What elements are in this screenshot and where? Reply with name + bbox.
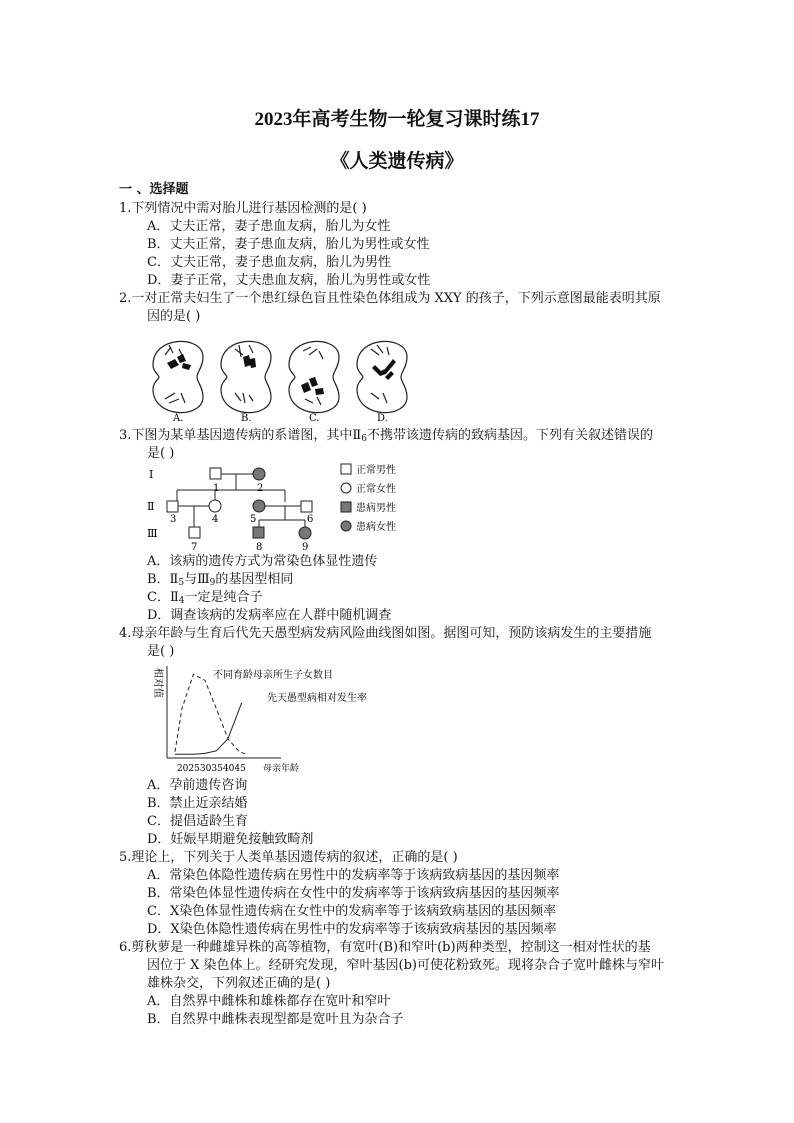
x-tick-label-35: 35 <box>211 764 223 774</box>
gen-label-ii: Ⅱ <box>147 500 155 513</box>
series-line-incidence <box>175 703 242 755</box>
question-6-stem-line3: 雄株杂交，下列叙述正确的是( ) <box>147 976 331 991</box>
legend-normal-male-icon <box>341 464 351 474</box>
gen-label-i: Ⅰ <box>149 468 154 481</box>
pedigree-iii9-affected-female <box>299 527 311 539</box>
cell-division-figure <box>145 327 415 427</box>
q3-optb-text1: B．Ⅱ <box>147 572 179 587</box>
question-2-stem-line1: 2.一对正常夫妇生了一个患红绿色盲且性染色体组成为 XXY 的孩子，下列示意图最能表明其原 <box>119 291 661 306</box>
figure-label-d: D. <box>377 413 388 424</box>
question-5-option-b: B．常染色体显性遗传病在女性中的发病率等于该病致病基因的基因频率 <box>147 886 560 901</box>
pedigree-ii4-normal-female <box>209 500 221 512</box>
q3-optb-text2: 与Ⅲ <box>184 572 210 587</box>
x-tick-label-30: 30 <box>199 764 212 774</box>
question-1-option-c: C．丈夫正常，妻子患血友病，胎儿为男性 <box>147 255 391 270</box>
pedigree-num-9: 9 <box>302 542 309 553</box>
question-4-option-b: B．禁止近亲结婚 <box>147 796 248 811</box>
question-4-option-c: C．提倡适龄生育 <box>147 814 248 829</box>
x-tick-label-25: 25 <box>188 764 200 774</box>
figure-label-c: C. <box>309 413 320 424</box>
q3-optb-sub2: 9 <box>209 578 216 588</box>
series-label-births: 不同育龄母亲所生子女数目 <box>213 670 333 681</box>
series-line-births <box>175 674 246 754</box>
legend-normal-female: 正常女性 <box>356 484 396 495</box>
pedigree-num-3: 3 <box>170 514 177 525</box>
series-label-incidence: 先天愚型病相对发生率 <box>267 693 367 704</box>
question-4-stem-line1: 4.母亲年龄与生育后代先天愚型病发病风险曲线图如图。据图可知，预防该病发生的主要措施 <box>119 626 652 641</box>
cell-diagram-b <box>221 341 271 424</box>
pedigree-ii5-affected-female <box>253 500 265 512</box>
question-3-option-d: D．调查该病的发病率应在人群中随机调查 <box>147 608 392 623</box>
x-tick-label-40: 40 <box>222 764 235 774</box>
pedigree-num-8: 8 <box>256 542 263 553</box>
question-1-option-a: A．丈夫正常，妻子患血友病，胎儿为女性 <box>147 219 391 234</box>
pedigree-ii3-normal-male <box>167 501 178 512</box>
question-3-stem-part1: 3.下图为某单基因遗传病的系谱图，其中Ⅱ <box>119 428 362 443</box>
pedigree-i1-normal-male <box>210 468 221 479</box>
question-5-option-c: C．X染色体显性遗传病在女性中的发病率等于该病致病基因的基因频率 <box>147 904 557 919</box>
gen-label-iii: Ⅲ <box>147 527 158 540</box>
question-5-stem: 5.理论上，下列关于人类单基因遗传病的叙述，正确的是( ) <box>119 850 458 865</box>
question-3-option-a: A．该病的遗传方式为常染色体显性遗传 <box>147 554 378 569</box>
question-6-stem-line2: 因位于 X 染色体上。经研究发现，窄叶基因(b)可使花粉致死。现将杂合子宽叶雌株与窄叶 <box>147 958 664 973</box>
question-4-option-a: A．孕前遗传咨询 <box>147 778 248 793</box>
pedigree-num-4: 4 <box>212 514 219 525</box>
x-tick-label-45: 45 <box>234 764 246 774</box>
pedigree-iii8-affected-male <box>253 527 264 538</box>
question-3-stem-sub: 6 <box>361 434 367 444</box>
chart-x-label: 母亲年龄 <box>263 764 300 774</box>
question-3-stem-line1 <box>119 427 653 448</box>
pedigree-ii6-normal-male <box>301 501 312 512</box>
cell-diagram-a <box>153 341 203 424</box>
pedigree-chart <box>145 462 415 554</box>
question-1-option-b: B．丈夫正常，妻子患血友病，胎儿为男性或女性 <box>147 237 430 252</box>
question-3-stem-line2: 是( ) <box>147 446 175 461</box>
cell-diagram-c <box>289 341 339 424</box>
pedigree-num-7: 7 <box>191 542 198 553</box>
legend-affected-male-icon <box>341 502 351 512</box>
cell-diagram-d <box>357 341 407 424</box>
question-6-option-b: B．自然界中雌株表现型都是宽叶且为杂合子 <box>147 1012 404 1027</box>
page-title: 2023年高考生物一轮复习课时练17 <box>254 109 540 130</box>
legend-normal-female-icon <box>341 483 351 493</box>
pedigree-num-2: 2 <box>257 483 264 494</box>
question-6-option-a: A．自然界中雌株和雄株都存在宽叶和窄叶 <box>147 994 391 1009</box>
legend-affected-male: 患病男性 <box>356 503 396 514</box>
q3-optb-text3: 的基因型相同 <box>215 572 294 587</box>
question-1-option-d: D．妻子正常，丈夫患血友病，胎儿为男性或女性 <box>147 273 431 288</box>
q3-optc-text2: 一定是纯合子 <box>184 590 263 605</box>
pedigree-iii7-normal-male <box>189 527 200 538</box>
section-heading: 一 、选择题 <box>119 182 189 197</box>
figure-label-b: B. <box>241 413 252 424</box>
question-1-stem: 1.下列情况中需对胎儿进行基因检测的是( ) <box>119 201 367 216</box>
legend-normal-male: 正常男性 <box>356 465 396 476</box>
pedigree-num-5: 5 <box>250 514 257 525</box>
question-4-option-d: D．妊娠早期避免接触致畸剂 <box>147 832 314 847</box>
question-5-option-d: D．X染色体隐性遗传病在男性中的发病率等于该病致病基因的基因频率 <box>147 922 557 937</box>
question-5-option-a: A．常染色体隐性遗传病在男性中的发病率等于该病致病基因的基因频率 <box>147 868 560 883</box>
question-6-stem-line1: 6.剪秋萝是一种雌雄异株的高等植物，有宽叶(B)和窄叶(b)两种类型，控制这一相对性状的基 <box>119 940 651 955</box>
legend-affected-female: 患病女性 <box>356 522 396 533</box>
figure-label-a: A. <box>173 413 184 424</box>
q3-optb-sub1: 5 <box>178 578 185 588</box>
q3-optc-sub: 4 <box>178 596 185 606</box>
pedigree-num-6: 6 <box>307 514 314 525</box>
question-3-stem-part2: 不携带该遗传病的致病基因。下列有关叙述错误的 <box>366 428 653 443</box>
x-tick-label-20: 20 <box>176 764 189 774</box>
age-risk-chart <box>145 660 405 778</box>
pedigree-i2-affected-female <box>253 468 265 480</box>
q3-optc-text1: C．Ⅱ <box>147 590 179 605</box>
chart-y-label: 相对值 <box>152 668 163 698</box>
page-subtitle: 《人类遗传病》 <box>330 151 464 172</box>
question-4-stem-line2: 是( ) <box>147 644 175 659</box>
question-2-stem-line2: 因的是( ) <box>147 309 201 324</box>
legend-affected-female-icon <box>341 521 351 531</box>
pedigree-num-1: 1 <box>213 483 220 494</box>
